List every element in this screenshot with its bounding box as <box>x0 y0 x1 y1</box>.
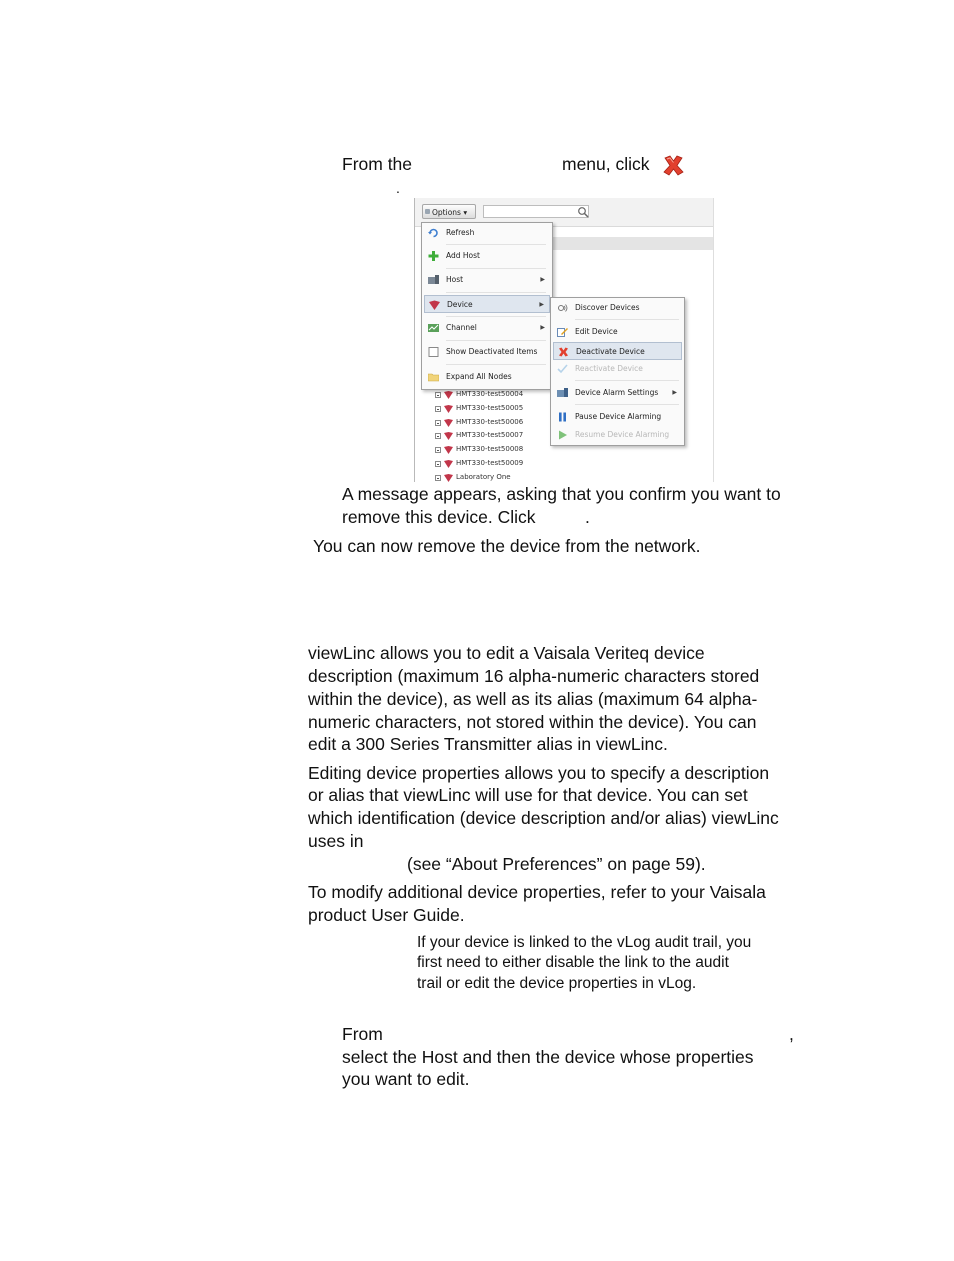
grid-header-row <box>535 237 713 250</box>
body-p3-line: To modify additional device properties, refer to your Vaisala <box>308 882 766 902</box>
device-icon <box>444 419 453 427</box>
body-p2-line: or alias that viewLinc will use for that device. You can set <box>308 785 748 805</box>
menu-item-expand-all[interactable] <box>424 368 550 386</box>
device-icon <box>444 391 453 399</box>
menu-item-deactivate-device[interactable] <box>553 342 682 360</box>
menu-item-label: Resume Device Alarming <box>575 430 670 439</box>
menu-item-refresh[interactable] <box>424 224 550 242</box>
step1-suffix: menu, click <box>562 154 650 174</box>
menu-item-label: Device <box>447 300 473 309</box>
tree-row-label: Laboratory One <box>456 472 511 481</box>
body-p2-line: (see “About Preferences” on page 59). <box>407 854 706 874</box>
device-icon <box>444 460 453 468</box>
menu-item-label: Pause Device Alarming <box>575 412 662 421</box>
body-p1-line: numeric characters, not stored within the device). You can <box>308 712 757 732</box>
body-p2-line: which identification (device description and/or alias) viewLinc <box>308 808 779 828</box>
menu-divider <box>446 364 546 365</box>
menu-item-label: Add Host <box>446 251 480 260</box>
deactivate-x-icon <box>661 153 686 178</box>
edit-icon <box>557 327 568 337</box>
tree-row[interactable] <box>433 402 553 416</box>
search-icon[interactable] <box>577 206 589 218</box>
body-p1-line: within the device), as well as its alias (maximum 64 alpha- <box>308 689 758 709</box>
menu-divider <box>446 292 546 293</box>
channel-icon <box>428 323 439 333</box>
deactivate-icon <box>558 347 569 357</box>
checkbox-icon[interactable] <box>428 347 439 357</box>
tree-row-label: HMT330-test50004 <box>456 390 524 398</box>
refresh-icon <box>428 228 439 238</box>
menu-item-add-host[interactable] <box>424 247 550 265</box>
expand-icon[interactable] <box>435 392 441 398</box>
options-button[interactable] <box>422 204 476 219</box>
device-icon <box>444 432 453 440</box>
menu-divider <box>575 404 679 405</box>
step3-line3: you want to edit. <box>342 1069 470 1089</box>
search-input[interactable] <box>483 205 589 218</box>
menu-divider <box>446 268 546 269</box>
step2-line2-prefix: remove this device. Click <box>342 507 536 527</box>
tree-row-label: HMT330-test50009 <box>456 458 524 467</box>
menu-item-show-deactivated[interactable] <box>424 343 550 361</box>
host-icon <box>428 275 439 285</box>
tree-row[interactable] <box>433 429 553 443</box>
menu-item-device[interactable] <box>424 295 550 313</box>
menu-item-label: Discover Devices <box>575 303 640 312</box>
step3-line1-suffix: , <box>789 1024 794 1044</box>
menu-item-label: Expand All Nodes <box>446 372 512 381</box>
expand-icon[interactable] <box>435 475 441 481</box>
body-p2-line: Editing device properties allows you to specify a description <box>308 763 770 783</box>
menu-item-label: Edit Device <box>575 327 618 336</box>
menu-item-discover-devices[interactable] <box>553 299 682 317</box>
submenu-arrow-icon: ▶ <box>539 301 544 308</box>
body-p1-line: viewLinc allows you to edit a Vaisala Veriteq device <box>308 643 705 663</box>
step2-line2-suffix: . <box>585 507 590 527</box>
menu-item-device-alarm-settings[interactable] <box>553 384 682 402</box>
body-p3-line: product User Guide. <box>308 905 465 925</box>
tree-row[interactable] <box>433 471 553 482</box>
menu-item-label: Host <box>446 275 464 284</box>
body-p2-line: uses in <box>308 831 364 851</box>
tree-row-label: HMT330-test50005 <box>456 403 524 412</box>
menu-item-label: Channel <box>446 323 477 332</box>
menu-item-pause-device-alarming[interactable] <box>553 408 682 426</box>
options-menu-screenshot <box>414 198 714 482</box>
tree-row[interactable] <box>433 457 553 471</box>
device-icon <box>444 405 453 413</box>
menu-divider <box>446 244 546 245</box>
expand-icon[interactable] <box>435 461 441 467</box>
body-p1-line: description (maximum 16 alpha-numeric characters stored <box>308 666 760 686</box>
expand-icon[interactable] <box>435 447 441 453</box>
menu-item-label: Reactivate Device <box>575 364 643 373</box>
menu-divider <box>446 316 546 317</box>
device-icon <box>429 300 440 310</box>
note-line: trail or edit the device properties in vLog. <box>417 975 697 992</box>
options-dropdown-menu <box>421 222 553 390</box>
submenu-arrow-icon: ▶ <box>672 389 677 396</box>
menu-divider <box>446 340 546 341</box>
device-submenu <box>550 297 685 446</box>
expand-icon[interactable] <box>435 406 441 412</box>
menu-divider <box>575 380 679 381</box>
location-icon <box>444 474 453 482</box>
alarm-settings-icon <box>557 388 568 398</box>
pause-icon <box>557 412 568 422</box>
device-tree <box>433 388 553 482</box>
tree-row[interactable] <box>433 443 553 457</box>
tree-row-label: HMT330-test50007 <box>456 431 524 440</box>
step3-line2: select the Host and then the device whose properties <box>342 1047 754 1067</box>
submenu-arrow-icon: ▶ <box>540 276 545 283</box>
menu-item-label: Show Deactivated Items <box>446 347 538 356</box>
add-icon <box>428 251 439 261</box>
tree-row-label: HMT330-test50008 <box>456 445 524 454</box>
menu-item-channel[interactable] <box>424 319 550 337</box>
menu-item-reactivate-device[interactable] <box>553 360 682 378</box>
step1-prefix: From the <box>342 154 413 174</box>
step2-line1: A message appears, asking that you confirm you want to <box>342 484 781 504</box>
note-line: first need to either disable the link to the audit <box>417 954 729 971</box>
options-label: Options ▾ <box>432 208 468 217</box>
reactivate-icon <box>557 364 568 374</box>
menu-item-host[interactable] <box>424 271 550 289</box>
menu-item-label: Deactivate Device <box>576 347 645 356</box>
step3-line1-prefix: From <box>342 1024 383 1044</box>
tree-row-label: HMT330-test50006 <box>456 417 524 426</box>
note-line: If your device is linked to the vLog audit trail, you <box>417 934 752 951</box>
step1-period: . <box>396 180 400 196</box>
menu-item-edit-device[interactable] <box>553 323 682 341</box>
menu-item-label: Device Alarm Settings <box>575 388 659 397</box>
result-text: You can now remove the device from the network. <box>313 536 701 556</box>
resume-icon <box>557 430 568 440</box>
expand-icon[interactable] <box>435 433 441 439</box>
tree-row[interactable] <box>433 416 553 430</box>
body-p1-line: edit a 300 Series Transmitter alias in viewLinc. <box>308 734 668 754</box>
menu-item-resume-device-alarming[interactable] <box>553 426 682 444</box>
options-icon <box>425 209 430 214</box>
menu-divider <box>575 319 679 320</box>
submenu-arrow-icon: ▶ <box>540 324 545 331</box>
discover-icon <box>557 303 568 313</box>
menu-item-label: Refresh <box>446 228 475 237</box>
expand-icon[interactable] <box>435 420 441 426</box>
tree-row[interactable] <box>433 388 553 402</box>
folder-icon <box>428 372 439 382</box>
device-icon <box>444 446 453 454</box>
